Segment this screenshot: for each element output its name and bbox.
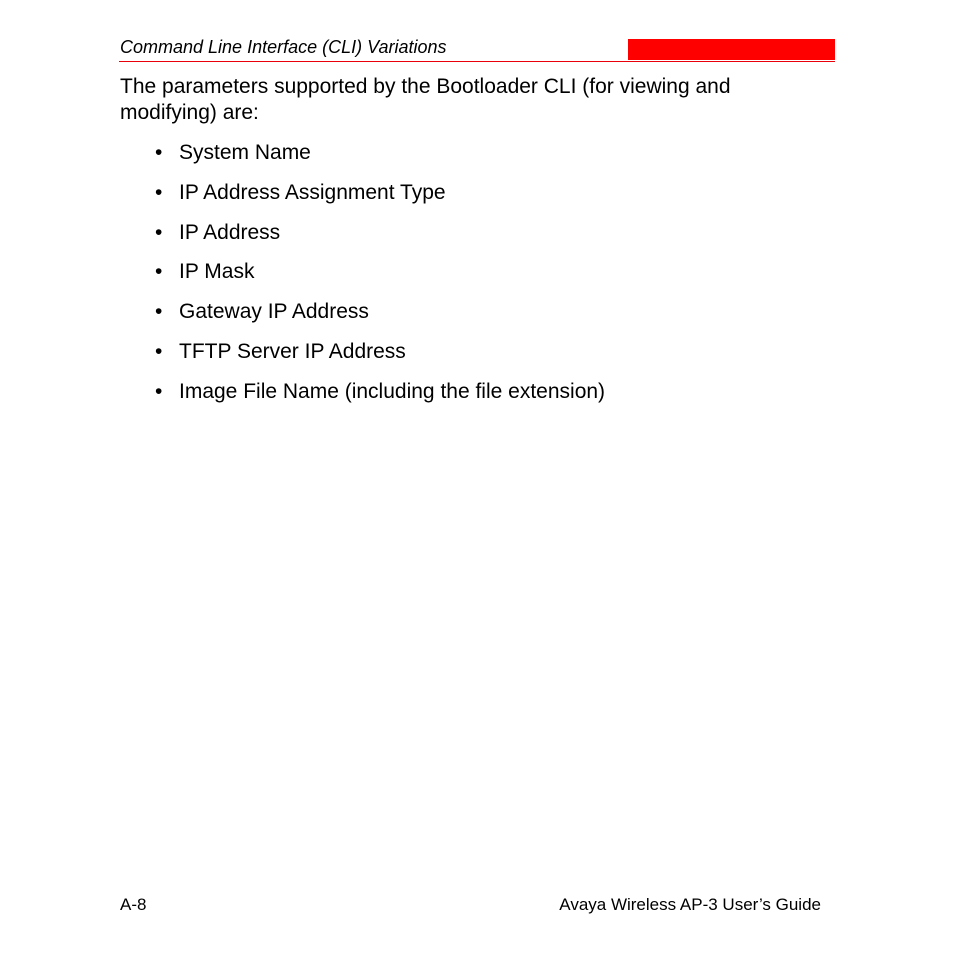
footer-doc-title: Avaya Wireless AP-3 User’s Guide — [559, 895, 821, 914]
list-item-text: Image File Name (including the file extension) — [179, 379, 606, 403]
list-item — [155, 299, 605, 339]
bullet-icon: • — [155, 300, 163, 324]
list-item — [155, 220, 605, 260]
list-item-text: System Name — [179, 141, 311, 164]
bullet-icon: • — [155, 180, 163, 204]
bullet-icon: • — [155, 260, 163, 284]
list-item — [155, 180, 605, 220]
bullet-icon: • — [155, 141, 163, 164]
list-item-text: Gateway IP Address — [179, 300, 369, 324]
list-item-text: TFTP Server IP Address — [179, 339, 406, 363]
bullet-icon: • — [155, 220, 163, 244]
header-accent-bar — [628, 39, 835, 60]
list-item — [155, 379, 605, 419]
list-item-text: IP Address Assignment Type — [179, 180, 446, 204]
list-item-text: IP Address — [179, 220, 281, 244]
bullet-icon: • — [155, 339, 163, 363]
page-number: A-8 — [120, 895, 147, 914]
bullet-icon: • — [155, 379, 163, 403]
list-item — [155, 259, 605, 299]
list-item-text: IP Mask — [179, 260, 255, 284]
header-divider — [119, 61, 835, 62]
list-item — [155, 339, 605, 379]
list-item — [155, 140, 605, 180]
parameter-list — [155, 140, 605, 419]
intro-paragraph: The parameters supported by the Bootloader CLI (for viewing and modifying) are: — [120, 75, 731, 124]
running-header-title: Command Line Interface (CLI) Variations — [120, 37, 447, 57]
